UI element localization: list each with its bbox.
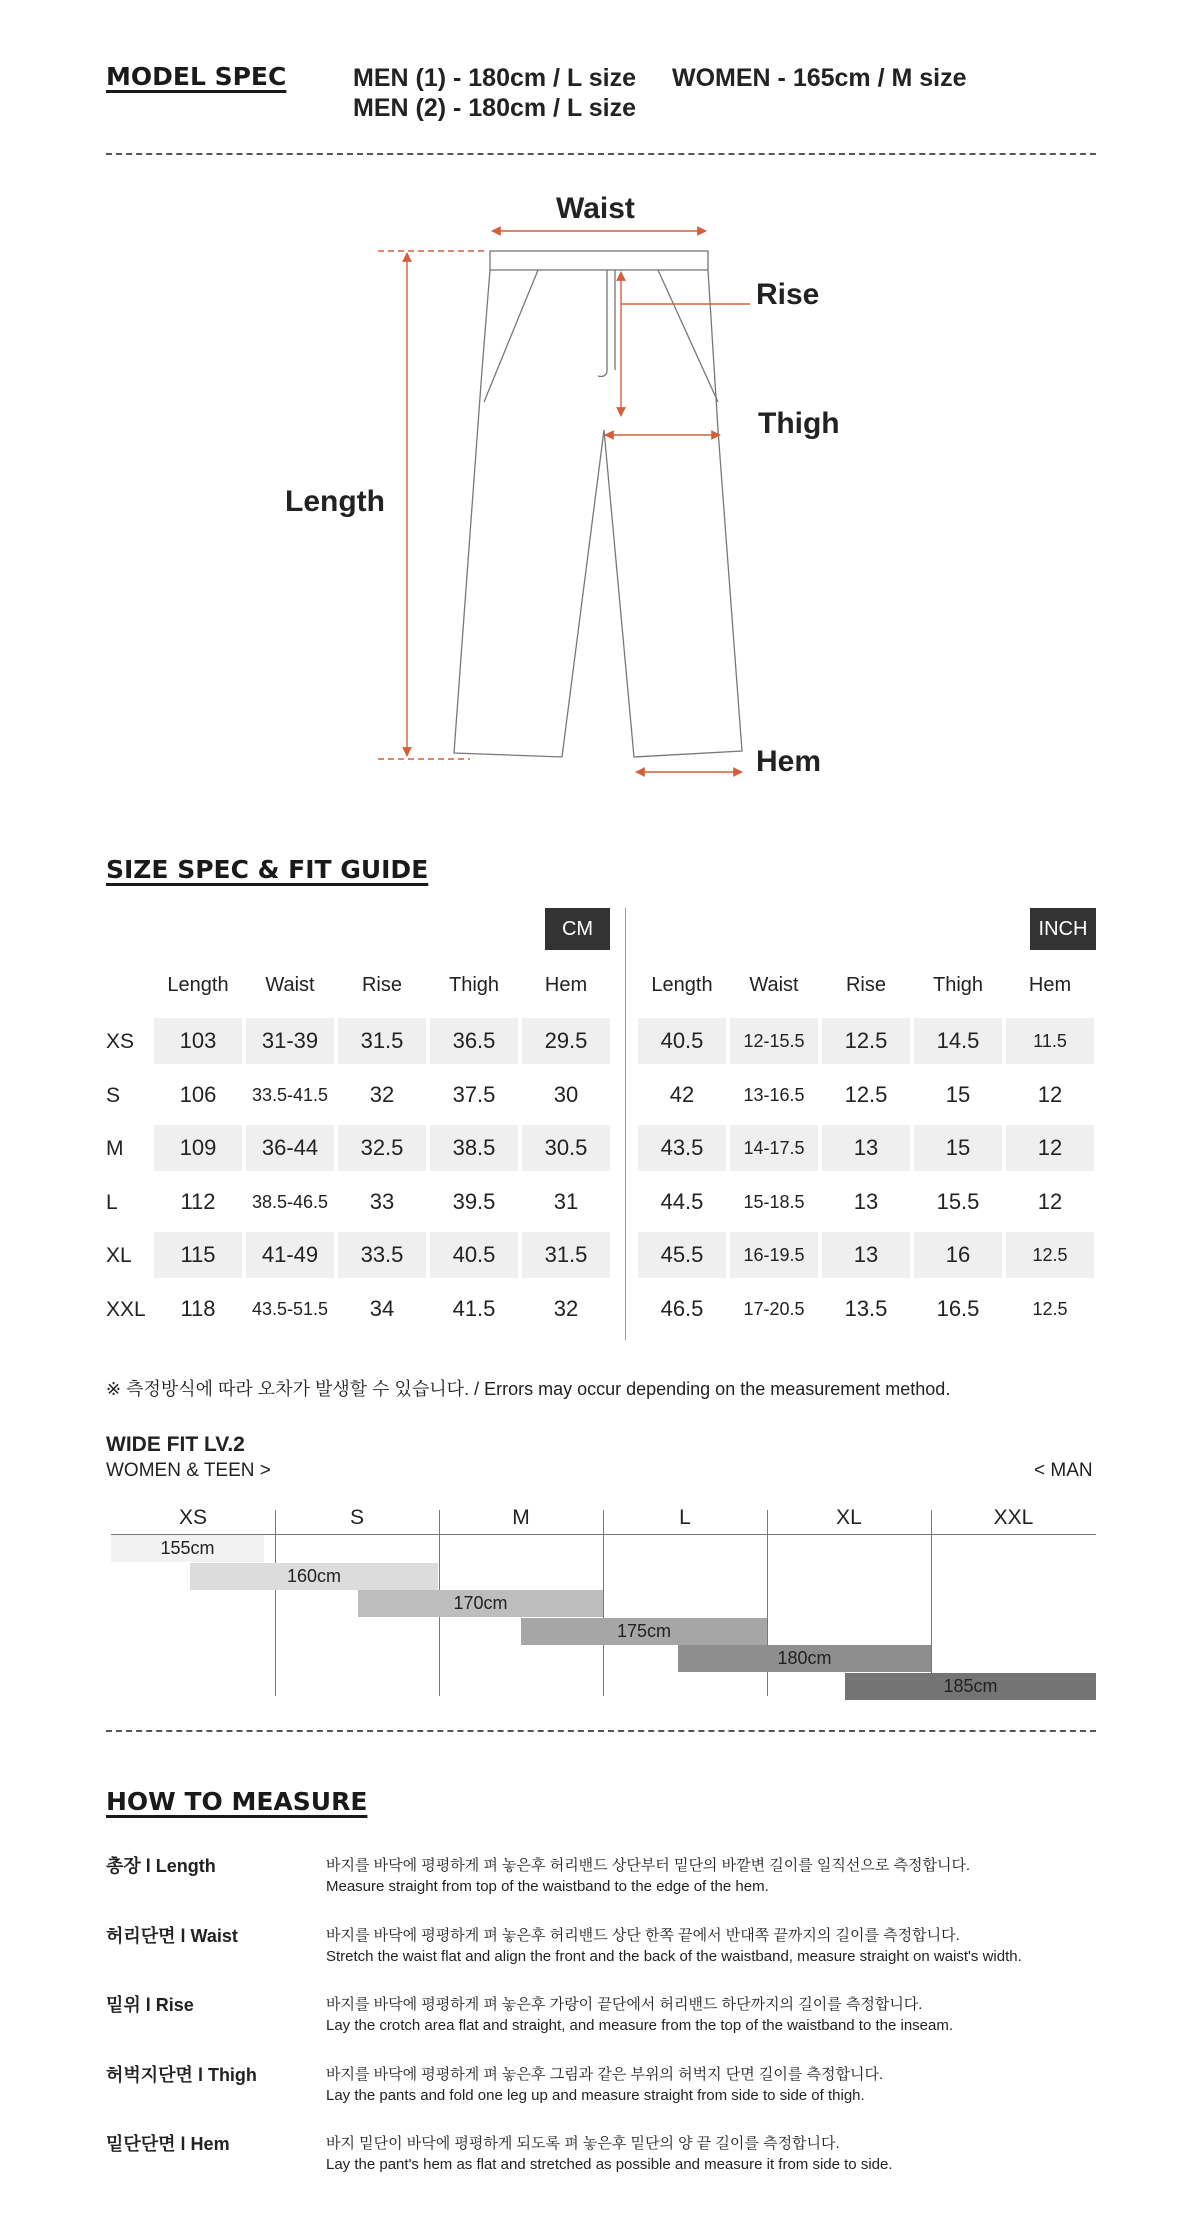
table-cell: 32.5 — [338, 1125, 426, 1171]
measure-desc-en: Stretch the waist flat and align the front and the back of the waistband, measure straight on waist's width. — [326, 1947, 1022, 1965]
table-cell: 34 — [369, 1296, 395, 1321]
table-cell: 29.5 — [522, 1018, 610, 1064]
table-cell: 30 — [553, 1082, 579, 1107]
table-cell: 43.5-51.5 — [251, 1299, 329, 1319]
fit-height-bar-160cm: 160cm — [190, 1563, 438, 1590]
table-cell: 38.5 — [430, 1125, 518, 1171]
table-cell: 30.5 — [522, 1125, 610, 1171]
table-cell: 38.5-46.5 — [251, 1192, 329, 1212]
measure-desc-en: Lay the pants and fold one leg up and measure straight from side to side of thigh. — [326, 2086, 865, 2104]
table-cell: 11.5 — [1006, 1018, 1094, 1064]
table-cell: 31.5 — [522, 1232, 610, 1278]
measurement-note: ※ 측정방식에 따라 오차가 발생할 수 있습니다. / Errors may occur depending on the measurement method. — [106, 1379, 951, 1399]
table-cell: 14.5 — [914, 1018, 1002, 1064]
fit-size-l: L — [679, 1506, 691, 1529]
column-header-cm-waist: Waist — [265, 974, 315, 996]
table-cell: 16 — [914, 1232, 1002, 1278]
table-cell: 12 — [1006, 1125, 1094, 1171]
table-cell: 37.5 — [452, 1082, 496, 1107]
table-cell: 39.5 — [452, 1189, 496, 1214]
column-header-inch-waist: Waist — [749, 974, 799, 996]
pants-outline — [454, 251, 742, 757]
measure-desc-ko: 바지 밑단이 바닥에 평평하게 되도록 펴 놓은후 밑단의 양 끝 길이를 측정합니다. — [326, 2135, 840, 2152]
fit-size-xxl: XXL — [993, 1506, 1034, 1529]
fit-guide-women-label: WOMEN & TEEN > — [106, 1460, 271, 1481]
fit-guide-man-label: < MAN — [1034, 1460, 1093, 1481]
fit-height-bar-180cm: 180cm — [678, 1645, 931, 1672]
table-cell: 12 — [1037, 1189, 1063, 1214]
table-cell: 13 — [822, 1232, 910, 1278]
table-cell: 13 — [822, 1125, 910, 1171]
table-cell: 31-39 — [246, 1018, 334, 1064]
table-cell: 15 — [945, 1082, 971, 1107]
column-header-inch-length: Length — [651, 974, 713, 996]
divider-bottom — [106, 1730, 1096, 1732]
table-cell: 13 — [853, 1189, 879, 1214]
diagram-label-hem: Hem — [756, 745, 822, 778]
measure-label: 밑위 l Rise — [106, 1995, 194, 2015]
fit-height-bar-170cm: 170cm — [358, 1590, 603, 1617]
table-cell: 12-15.5 — [730, 1018, 818, 1064]
fit-size-s: S — [349, 1506, 364, 1529]
table-cell: 12 — [1037, 1082, 1063, 1107]
table-cell: 41-49 — [246, 1232, 334, 1278]
column-header-inch-rise: Rise — [845, 974, 886, 996]
row-header-l: L — [106, 1191, 118, 1214]
table-cell: 31.5 — [338, 1018, 426, 1064]
row-header-xl: XL — [106, 1244, 132, 1267]
measure-desc-ko: 바지를 바닥에 평평하게 펴 놓은후 허리밴드 상단 한쪽 끝에서 반대쪽 끝까지의 길이를 측정합니다. — [326, 1926, 960, 1944]
fit-size-xl: XL — [836, 1506, 862, 1529]
table-cell: 16-19.5 — [730, 1232, 818, 1278]
fit-guide-title: WIDE FIT LV.2 — [106, 1433, 245, 1456]
row-header-s: S — [106, 1084, 121, 1107]
fit-column-divider — [931, 1510, 932, 1696]
size-spec-title: SIZE SPEC & FIT GUIDE — [106, 855, 429, 884]
table-cell: 103 — [154, 1018, 242, 1064]
column-header-inch-hem: Hem — [1028, 974, 1072, 996]
table-cell: 36.5 — [430, 1018, 518, 1064]
fit-size-xs: XS — [178, 1506, 207, 1529]
measure-desc-ko: 바지를 바닥에 평평하게 펴 놓은후 허리밴드 상단부터 밑단의 바깥변 길이를 일직선으로 측정합니다. — [326, 1857, 971, 1874]
measure-label: 밑단단면 l Hem — [106, 2134, 230, 2154]
table-cell: 118 — [180, 1296, 216, 1321]
unit-badge-cm: CM — [545, 908, 610, 950]
fit-height-bar-185cm: 185cm — [845, 1673, 1096, 1700]
table-cell: 15 — [914, 1125, 1002, 1171]
table-cell: 41.5 — [452, 1296, 496, 1321]
table-cell: 32 — [369, 1082, 395, 1107]
fit-height-bar-155cm: 155cm — [111, 1535, 264, 1562]
table-cell: 33.5 — [338, 1232, 426, 1278]
table-cell: 14-17.5 — [730, 1125, 818, 1171]
table-cell: 32 — [553, 1296, 579, 1321]
table-cell: 109 — [154, 1125, 242, 1171]
table-cell: 33 — [369, 1189, 395, 1214]
measure-desc-en: Lay the pant's hem as flat and stretched as possible and measure it from side to side. — [326, 2156, 893, 2173]
table-cell: 15.5 — [936, 1189, 980, 1214]
row-header-m: M — [106, 1137, 124, 1160]
table-cell: 17-20.5 — [743, 1299, 805, 1319]
row-header-xxl: XXL — [106, 1298, 146, 1321]
diagram-label-thigh: Thigh — [758, 407, 840, 440]
table-cell: 42 — [669, 1082, 695, 1107]
model-spec-men1: MEN (1) - 180cm / L size — [353, 64, 636, 92]
measure-lines — [378, 231, 750, 772]
table-cell: 13.5 — [844, 1296, 888, 1321]
diagram-label-rise: Rise — [756, 278, 820, 311]
table-cell: 33.5-41.5 — [251, 1085, 329, 1105]
measure-label: 허리단면 l Waist — [106, 1925, 238, 1946]
fit-size-m: M — [512, 1506, 530, 1529]
table-cell: 40.5 — [430, 1232, 518, 1278]
row-header-xs: XS — [106, 1030, 135, 1053]
measure-desc-ko: 바지를 바닥에 평평하게 펴 놓은후 그림과 같은 부위의 허벅지 단면 길이를 측정합니다. — [326, 2065, 884, 2083]
model-spec-men2: MEN (2) - 180cm / L size — [353, 94, 636, 122]
table-cell: 12.5 — [844, 1082, 888, 1107]
table-cell: 16.5 — [936, 1296, 980, 1321]
column-header-cm-length: Length — [167, 974, 229, 996]
table-cell: 12.5 — [822, 1018, 910, 1064]
how-to-measure-title: HOW TO MEASURE — [106, 1787, 368, 1816]
measure-label: 허벅지단면 l Thigh — [106, 2064, 257, 2085]
model-spec-title: MODEL SPEC — [106, 62, 287, 91]
column-header-cm-rise: Rise — [361, 974, 402, 996]
measure-desc-en: Lay the crotch area flat and straight, and measure from the top of the waistband to the inseam. — [326, 2017, 954, 2034]
measure-desc-en: Measure straight from top of the waistband to the edge of the hem. — [326, 1878, 769, 1895]
column-header-cm-hem: Hem — [544, 974, 588, 996]
model-spec-women: WOMEN - 165cm / M size — [672, 64, 967, 92]
column-header-cm-thigh: Thigh — [448, 974, 500, 996]
table-cell: 112 — [180, 1189, 216, 1214]
table-cell: 12.5 — [1006, 1232, 1094, 1278]
measure-label: 총장 l Length — [106, 1856, 216, 1876]
table-cell: 40.5 — [638, 1018, 726, 1064]
table-cell: 36-44 — [246, 1125, 334, 1171]
table-cell: 15-18.5 — [743, 1192, 805, 1212]
fit-column-divider — [603, 1510, 604, 1696]
table-cell: 31 — [553, 1189, 579, 1214]
fit-height-bar-175cm: 175cm — [521, 1618, 767, 1645]
table-cell: 45.5 — [638, 1232, 726, 1278]
table-cell: 43.5 — [638, 1125, 726, 1171]
pants-diagram — [0, 0, 1200, 830]
unit-badge-inch: INCH — [1030, 908, 1096, 950]
table-cell: 106 — [179, 1082, 217, 1107]
table-divider — [625, 908, 626, 1340]
table-cell: 12.5 — [1032, 1299, 1068, 1319]
table-cell: 115 — [154, 1232, 242, 1278]
table-cell: 13-16.5 — [743, 1085, 805, 1105]
diagram-label-length: Length — [285, 485, 385, 518]
diagram-label-waist: Waist — [556, 192, 635, 225]
fit-column-divider — [275, 1510, 276, 1696]
column-header-inch-thigh: Thigh — [932, 974, 984, 996]
measure-desc-ko: 바지를 바닥에 평평하게 펴 놓은후 가랑이 끝단에서 허리밴드 하단까지의 길이를 측정합니다. — [326, 1996, 923, 2013]
table-cell: 46.5 — [660, 1296, 704, 1321]
table-cell: 44.5 — [660, 1189, 704, 1214]
